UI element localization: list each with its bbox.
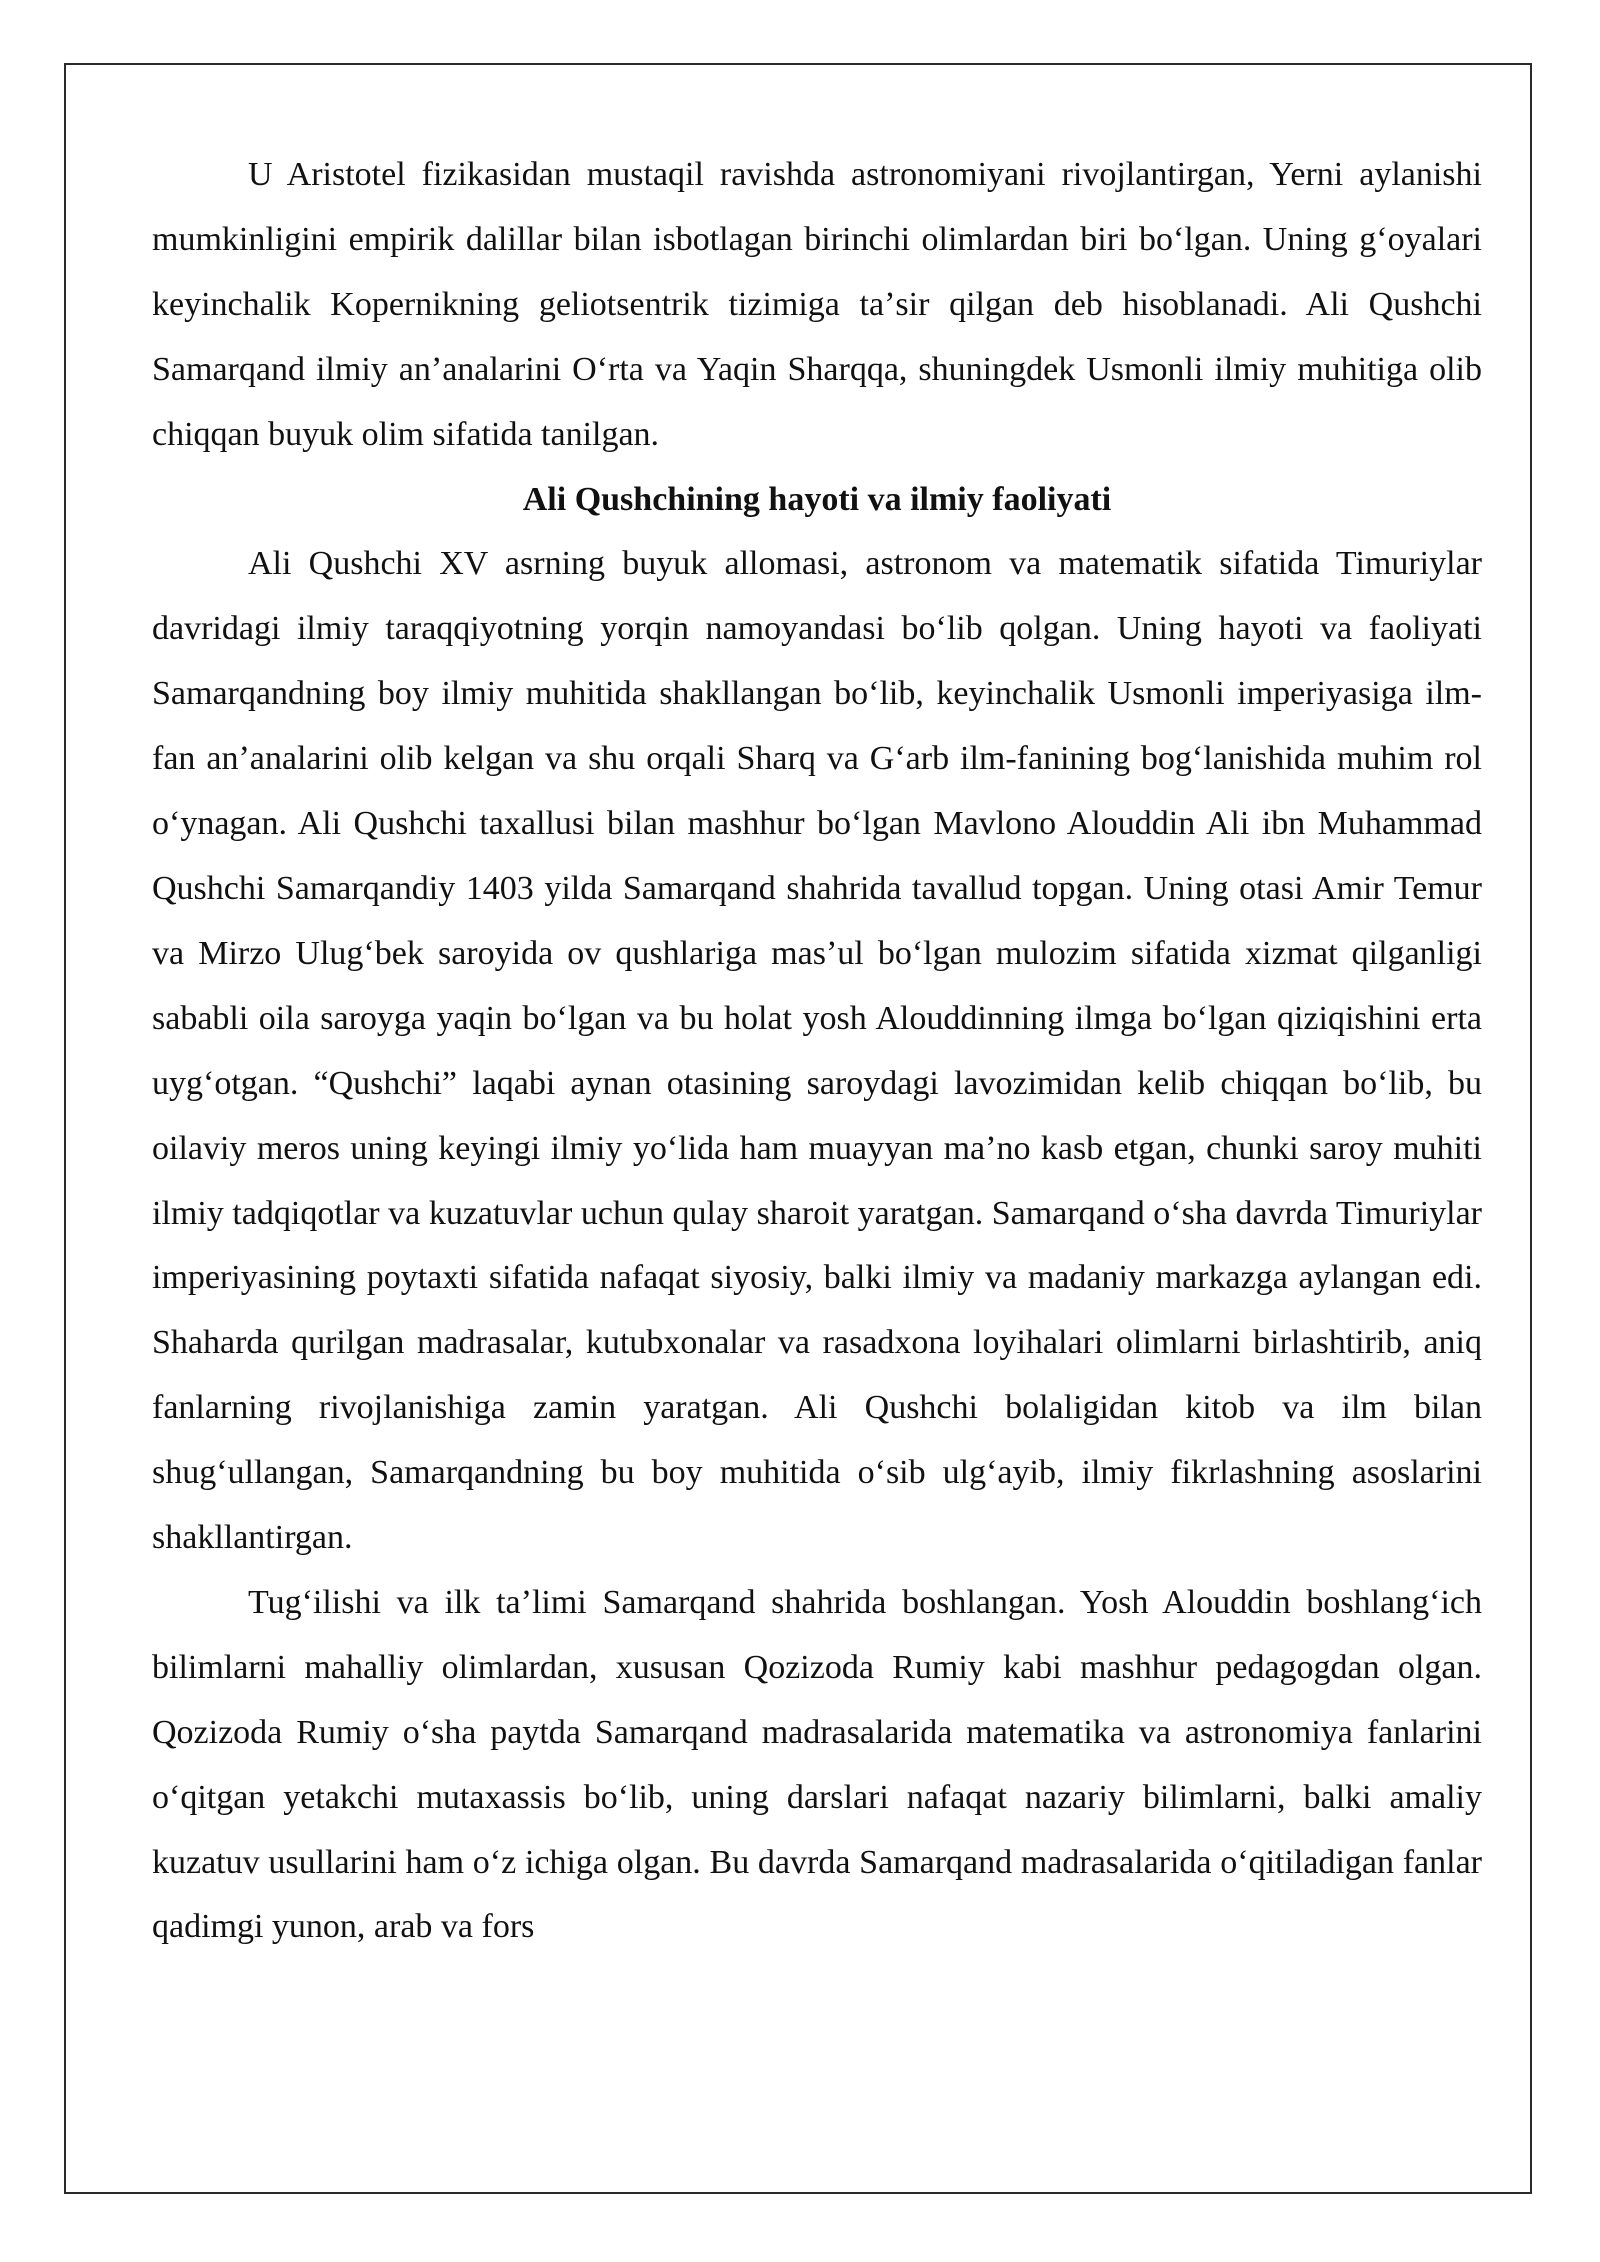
paragraph-education: Tugʻilishi va ilk taʼlimi Samarqand shahrida boshlangan. Yosh Alouddin boshlangʻich bilimlarni mahalliy olimlardan, xususan Qozizoda Rumiy kabi mashhur pedagogdan olgan. Qozizoda Rumiy oʻsha paytda Samarqand madrasalarida matematika va astronomiya fanlarini oʻqitgan yetakchi mutaxassis boʻlib, uning darslari nafaqat nazariy bilimlarni, balki amaliy kuzatuv usullarini ham oʻz ichiga olgan. Bu davrda Samarqand madrasalarida oʻqitiladigan fanlar qadimgi yunon, arab va fors [152, 1583, 1482, 1946]
paragraph-intro: U Aristotel fizikasidan mustaqil ravishda astronomiyani rivojlantirgan, Yerni aylanishi mumkinligini empirik dalillar bilan isbotlagan birinchi olimlardan biri boʻlgan. Uning gʻoyalari keyinchalik Kopernikning geliotsentrik tizimiga taʼsir qilgan deb hisoblanadi. Ali Qushchi Samarqand ilmiy anʼanalarini Oʻrta va Yaqin Sharqqa, shuningdek Usmonli ilmiy muhitiga olib chiqqan buyuk olim sifatida tanilgan. [152, 156, 1482, 453]
section-heading: Ali Qushchining hayoti va ilmiy faoliyati [522, 480, 1112, 518]
paragraph-biography: Ali Qushchi XV asrning buyuk allomasi, astronom va matematik sifatida Timuriylar davridagi ilmiy taraqqiyotning yorqin namoyandasi boʻlib qolgan. Uning hayoti va faoliyati Samarqandning boy ilmiy muhitida shakllangan boʻlib, keyinchalik Usmonli imperiyasiga ilm-fan anʼanalarini olib kelgan va shu orqali Sharq va Gʻarb ilm-fanining bogʻlanishida muhim rol oʻynagan. Ali Qushchi taxallusi bilan mashhur boʻlgan Mavlono Alouddin Ali ibn Muhammad Qushchi Samarqandiy 1403 yilda Samarqand shahrida tavallud topgan. Uning otasi Amir Temur va Mirzo Ulugʻbek saroyida ov qushlariga masʼul boʻlgan mulozim sifatida xizmat qilganligi sababli oila saroyga yaqin boʻlgan va bu holat yosh Alouddinning ilmga boʻlgan qiziqishini erta uygʻotgan. “Qushchi” laqabi aynan otasining saroydagi lavozimidan kelib chiqqan boʻlib, bu oilaviy meros uning keyingi ilmiy yoʻlida ham muayyan maʼno kasb etgan, chunki saroy muhiti ilmiy tadqiqotlar va kuzatuvlar uchun qulay sharoit yaratgan. Samarqand oʻsha davrda Timuriylar imperiyasining poytaxti sifatida nafaqat siyosiy, balki ilmiy va madaniy markazga aylangan edi. Shaharda qurilgan madrasalar, kutubxonalar va rasadxona loyihalari olimlarni birlashtirib, aniq fanlarning rivojlanishiga zamin yaratgan. Ali Qushchi bolaligidan kitob va ilm bilan shugʻullangan, Samarqandning bu boy muhitida oʻsib ulgʻayib, ilmiy fikrlashning asoslarini shakllantirgan. [152, 545, 1482, 1557]
document-body [152, 143, 1482, 1960]
